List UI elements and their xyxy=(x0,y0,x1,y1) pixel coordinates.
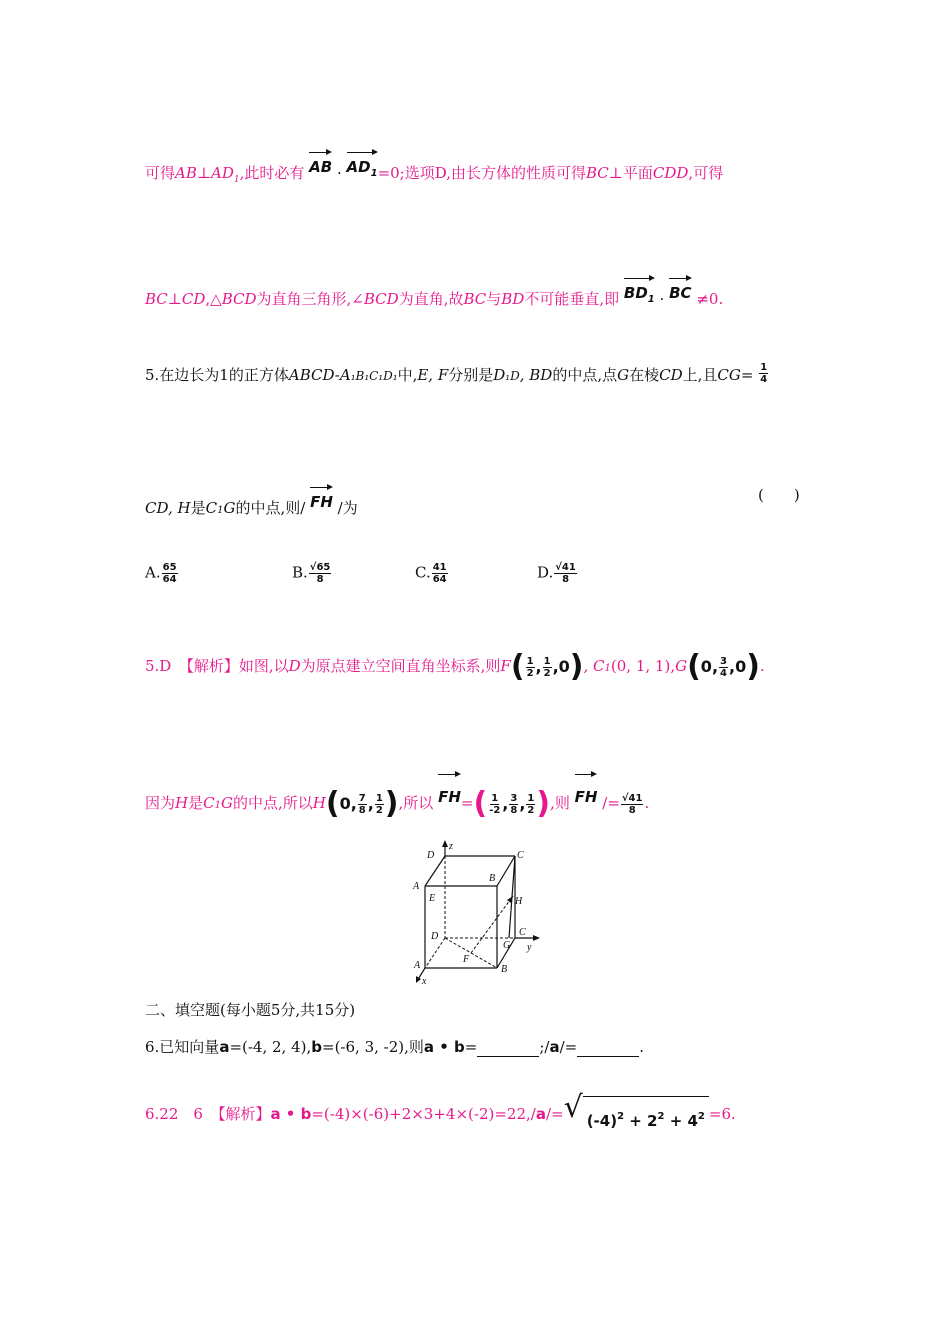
label-y: y xyxy=(527,942,532,953)
denominator: 8 xyxy=(562,574,570,585)
cube-suffix: ₁B₁C₁D₁ xyxy=(350,369,398,383)
text: /= xyxy=(602,794,620,812)
math-cd1: CD xyxy=(181,290,206,308)
text: 5.D 【解析】如图,以 xyxy=(145,657,289,675)
sqrt-expression xyxy=(563,1090,709,1137)
question-5-line-1 xyxy=(145,362,769,386)
text: 为原点建立空间直角坐标系,则 xyxy=(300,657,501,675)
denominator: 4 xyxy=(760,374,768,385)
paren-close: ) xyxy=(384,786,399,821)
vector-label: BC xyxy=(669,284,692,302)
text: 的中点,则 xyxy=(235,499,301,517)
text: . xyxy=(644,794,650,812)
text: 中, xyxy=(397,366,418,384)
math-bc: BC xyxy=(586,164,609,182)
text: 是 xyxy=(188,794,204,812)
text: = xyxy=(460,794,474,812)
option-fraction xyxy=(554,562,577,585)
coord-value: 0 xyxy=(700,657,712,676)
math-bc: BC xyxy=(145,290,168,308)
label-a: A xyxy=(414,960,421,971)
denominator: 8 xyxy=(316,574,324,585)
numerator: √41 xyxy=(555,562,576,573)
text: (0, 1, 1), xyxy=(610,657,676,675)
label-b1: B xyxy=(489,873,496,884)
comma: , xyxy=(502,794,509,813)
answer-blank-1[interactable] xyxy=(477,1042,539,1057)
text: =(-4)×(-6)+2×3+4×(-2)=22,/ xyxy=(311,1105,536,1123)
option-label: A. xyxy=(145,563,161,582)
y-arrow-icon xyxy=(533,935,540,941)
denominator: 2 xyxy=(526,667,534,679)
sqrt-sign: √ xyxy=(563,1090,583,1125)
exponent: 2 xyxy=(617,1111,625,1122)
numerator: 1 xyxy=(543,655,551,667)
option-fraction xyxy=(432,562,448,585)
option-a xyxy=(145,562,179,585)
math-d: D xyxy=(288,657,301,675)
text: 6.22 6 【解析】 xyxy=(145,1105,271,1123)
denominator: 2 xyxy=(527,804,535,816)
perp-symbol: ⊥ xyxy=(167,290,182,308)
coord-fraction xyxy=(488,793,501,816)
paren-open: ( xyxy=(687,649,701,684)
comma: , xyxy=(552,657,559,676)
text: /= xyxy=(559,1038,578,1056)
answer-6 xyxy=(145,1090,736,1137)
paren-close: ) xyxy=(536,786,551,821)
coord-fraction xyxy=(526,656,535,679)
vector-fh xyxy=(310,485,333,512)
dot-product: a • b xyxy=(270,1105,312,1123)
vector-b: b xyxy=(311,1038,322,1056)
abs-bar: / xyxy=(300,499,306,517)
numerator: 7 xyxy=(358,792,366,804)
term: + 2 xyxy=(624,1112,658,1130)
paren-open: ( xyxy=(473,786,488,821)
coord-value: 0 xyxy=(735,657,747,676)
math-bcd1: BCD xyxy=(221,290,257,308)
denominator: 2 xyxy=(543,667,551,679)
text: 为直角,故 xyxy=(398,290,464,308)
text: 与 xyxy=(486,290,502,308)
label-b: B xyxy=(501,964,508,975)
coord-fraction xyxy=(509,793,518,816)
question-5-line-2 xyxy=(145,485,358,521)
text: ⊥平面 xyxy=(608,164,653,182)
math-ef: E, F xyxy=(417,366,449,384)
denominator: 8 xyxy=(510,804,518,816)
numerator: 1 xyxy=(491,792,499,804)
text: =0;选项D,由长方体的性质可得 xyxy=(377,164,586,182)
denominator: 8 xyxy=(628,804,636,816)
math-h: H xyxy=(312,794,326,812)
math-cdd1c1: CDD xyxy=(652,164,689,182)
cube-figure xyxy=(405,838,555,988)
subscript: ₁D xyxy=(505,369,520,383)
label-h: H xyxy=(515,896,523,907)
text: 可得 xyxy=(145,164,176,182)
coord-fraction xyxy=(719,656,728,679)
comma: , xyxy=(728,657,736,676)
vector-label: FH xyxy=(310,493,333,511)
result-fraction xyxy=(621,793,644,816)
subscript: 1 xyxy=(214,800,221,811)
answer-blank-2[interactable] xyxy=(577,1042,639,1057)
coord-fraction xyxy=(543,656,552,679)
math-bc: BC xyxy=(463,290,487,308)
option-fraction xyxy=(309,562,332,585)
numerator: 41 xyxy=(432,562,447,573)
vector-label: AD xyxy=(346,158,371,176)
coord-value: 0 xyxy=(558,657,570,676)
text: 在棱 xyxy=(629,366,660,384)
exponent: 2 xyxy=(657,1111,665,1122)
solution-line-1 xyxy=(145,150,723,190)
numerator: √65 xyxy=(309,562,331,573)
math-g: G xyxy=(675,657,688,675)
numerator: 1 xyxy=(760,362,768,373)
math-h: H xyxy=(175,794,189,812)
dot-product: a • b xyxy=(423,1038,465,1056)
label-z: z xyxy=(449,841,453,852)
text: =(-6, 3, -2),则 xyxy=(322,1038,424,1056)
vector-ad1 xyxy=(347,150,378,184)
math-cg: CG xyxy=(717,366,741,384)
subscript: 1 xyxy=(217,505,224,516)
perp-symbol: ⊥ xyxy=(196,164,211,182)
math-cd-h: CD, H xyxy=(145,499,191,517)
vector-label: FH xyxy=(574,788,598,806)
math-f: F xyxy=(500,657,511,675)
comma: , xyxy=(350,794,357,813)
vector-a: a xyxy=(219,1038,230,1056)
option-c xyxy=(415,562,449,585)
text: 分别是 xyxy=(448,366,494,384)
paren-close: ) xyxy=(569,649,584,684)
fraction-one-quarter xyxy=(759,362,768,385)
label-c: C xyxy=(519,927,526,938)
dot-operator: · xyxy=(659,290,665,308)
numerator: 3 xyxy=(510,792,518,804)
edge-b1-c1 xyxy=(497,856,515,886)
dot-operator: · xyxy=(336,164,342,182)
vector-label: AB xyxy=(309,158,333,176)
label-x: x xyxy=(422,976,427,987)
denominator: 2 xyxy=(375,804,383,816)
sqrt-body xyxy=(583,1096,709,1137)
denominator: 8 xyxy=(358,804,366,816)
text: 6.已知向量 xyxy=(145,1038,220,1056)
label-d1: D xyxy=(427,850,435,861)
label-f: F xyxy=(463,954,470,965)
subscript: 1 xyxy=(233,175,240,185)
text: /为 xyxy=(337,499,358,517)
x-arrow-icon xyxy=(416,976,421,983)
text: 是 xyxy=(190,499,206,517)
vector-ab xyxy=(309,150,332,177)
text: = xyxy=(464,1038,478,1056)
math-d1d: D xyxy=(493,366,506,384)
vector-bd1 xyxy=(624,276,655,310)
term: + 4 xyxy=(664,1112,698,1130)
label-g: G xyxy=(503,940,511,951)
answer-5-line-1 xyxy=(145,648,765,687)
text: ,则 xyxy=(550,794,570,812)
math-c1: , C xyxy=(583,657,605,675)
math-cd: CD xyxy=(659,366,683,384)
label-a1: A xyxy=(413,881,420,892)
math-c1: C xyxy=(203,794,215,812)
vector-label: FH xyxy=(438,788,461,806)
text: 为直角三角形,∠ xyxy=(256,290,364,308)
numerator: 3 xyxy=(720,655,727,667)
text: ≠0. xyxy=(696,290,724,308)
numerator: 65 xyxy=(162,562,177,573)
term: (-4) xyxy=(586,1112,618,1130)
comma: , xyxy=(711,657,719,676)
text: 上,且 xyxy=(682,366,718,384)
denominator: 64 xyxy=(162,574,177,585)
numerator: 1 xyxy=(375,792,383,804)
math-g: G xyxy=(617,366,630,384)
z-arrow-icon xyxy=(442,840,448,847)
math-ad1: AD xyxy=(210,164,234,182)
option-fraction xyxy=(162,562,178,585)
label-c1: C xyxy=(517,850,524,861)
numerator: 1 xyxy=(527,792,535,804)
paren-close: ) xyxy=(746,649,760,684)
option-label: D. xyxy=(537,563,554,582)
paren-open: ( xyxy=(325,786,340,821)
coord-fraction xyxy=(526,793,535,816)
subscript: 1 xyxy=(370,168,378,179)
subscript: 1 xyxy=(604,663,611,674)
vector-fh xyxy=(438,772,461,815)
math-bcd1: BCD xyxy=(363,290,399,308)
text: 的中点,所以 xyxy=(232,794,313,812)
vector-a: a xyxy=(535,1105,546,1123)
math-bd: , BD xyxy=(519,366,553,384)
text: . xyxy=(639,1038,645,1056)
text: 因为 xyxy=(145,794,176,812)
option-label: C. xyxy=(415,563,431,582)
option-d xyxy=(537,562,578,585)
math-g: G xyxy=(223,499,236,517)
exponent: 2 xyxy=(697,1111,705,1122)
vector-a: a xyxy=(549,1038,560,1056)
text: ,可得 xyxy=(688,164,724,182)
answer-bracket: ( ) xyxy=(758,486,800,504)
question-6 xyxy=(145,1037,644,1057)
text: ;/ xyxy=(539,1038,550,1056)
solution-line-2 xyxy=(145,276,723,310)
text: =6. xyxy=(708,1105,736,1123)
comma: , xyxy=(535,657,542,676)
math-cube: ABCD-A xyxy=(288,366,351,384)
subscript: 1 xyxy=(647,294,655,305)
equals: = xyxy=(740,366,754,384)
label-e: E xyxy=(429,893,436,904)
math-g: G xyxy=(220,794,233,812)
text: 5.在边长为1的正方体 xyxy=(145,366,289,384)
option-label: B. xyxy=(292,563,308,582)
coord-fraction xyxy=(358,793,367,816)
answer-5-line-2 xyxy=(145,772,649,824)
denominator: -2 xyxy=(489,804,501,816)
option-b xyxy=(292,562,332,585)
vector-fh xyxy=(575,772,598,815)
paren-open: ( xyxy=(510,649,525,684)
comma: , xyxy=(367,794,374,813)
denominator: 4 xyxy=(720,667,727,679)
coord-fraction xyxy=(375,793,384,816)
math-ab: AB xyxy=(175,164,197,182)
math-c1: C xyxy=(205,499,218,517)
vector-bc xyxy=(669,276,691,303)
text: ,△ xyxy=(205,290,222,308)
label-d: D xyxy=(431,931,439,942)
vector-label: BD xyxy=(623,284,648,302)
coord-value: 0 xyxy=(339,794,351,813)
numerator: √41 xyxy=(621,792,643,804)
denominator: 64 xyxy=(432,574,447,585)
text: =(-4, 2, 4), xyxy=(229,1038,312,1056)
text: . xyxy=(759,657,765,675)
text: /= xyxy=(545,1105,564,1123)
section-title: 二、填空题(每小题5分,共15分) xyxy=(145,1001,356,1019)
text: 的中点,点 xyxy=(552,366,618,384)
numerator: 1 xyxy=(526,655,534,667)
comma: , xyxy=(519,794,526,813)
math-bd1: BD xyxy=(501,290,525,308)
text: ,所以 xyxy=(398,794,434,812)
text: ,此时必有 xyxy=(239,164,305,182)
text: 不可能垂直,即 xyxy=(524,290,620,308)
edge-d-a xyxy=(425,938,445,968)
